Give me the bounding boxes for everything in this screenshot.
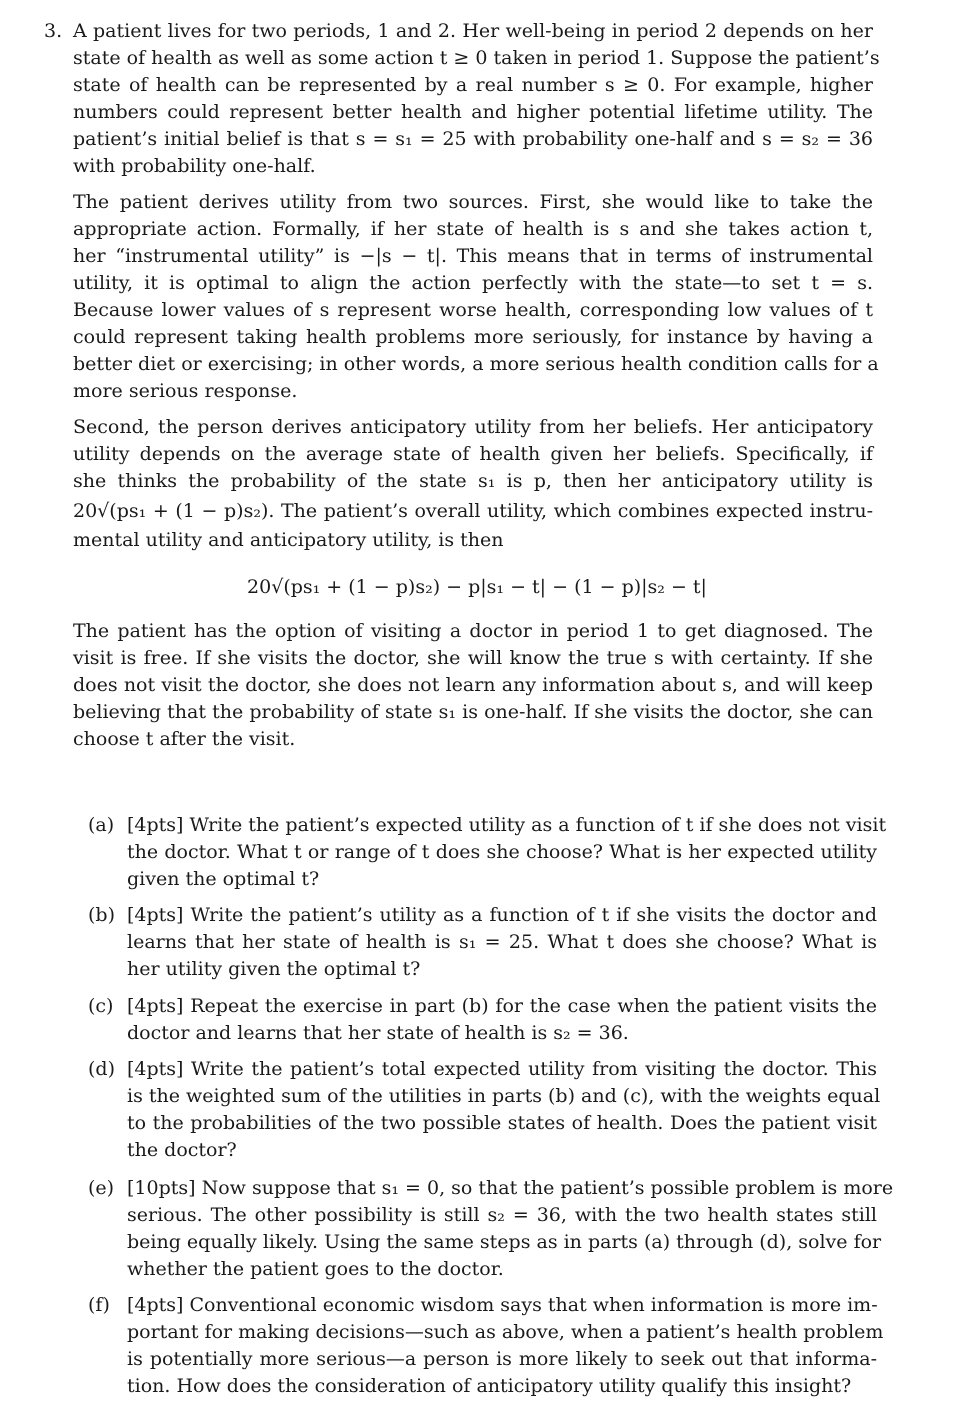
text-line: The patient derives utility from two sources. First, she would like to take the: [73, 191, 873, 213]
text-line: is the weighted sum of the utilities in parts (b) and (c), with the weights equal: [127, 1085, 881, 1107]
text-line: A patient lives for two periods, 1 and 2. Her well-being in period 2 depends on her: [73, 20, 873, 42]
text-line: learns that her state of health is s₁ = 25. What t does she choose? What is: [127, 931, 877, 953]
text-line: portant for making decisions—such as above, when a patient’s health problem: [127, 1321, 884, 1343]
part-body: [127, 1056, 881, 1164]
text-line: Because lower values of s represent worse health, corresponding low values of t: [73, 299, 873, 321]
text-line: is potentially more serious—a person is more likely to seek out that informa-: [127, 1348, 877, 1370]
text-line: better diet or exercising; in other words, a more serious health condition calls for a: [73, 353, 879, 375]
instrumental-utility-paragraph: [73, 189, 879, 405]
text-line: more serious response.: [73, 380, 298, 402]
text-line: numbers could represent better health and higher potential lifetime utility. The: [73, 101, 873, 123]
text-line: the doctor. What t or range of t does she choose? What is her expected utility: [127, 841, 877, 863]
text-line: could represent taking health problems more seriously, for instance by having a: [73, 326, 873, 348]
text-line: believing that the probability of state s₁ is one-half. If she visits the doctor, she can: [73, 701, 873, 723]
part-label: (c): [88, 995, 114, 1017]
overall-utility-equation: 20√(ps₁ + (1 − p)s₂) − p|s₁ − t| − (1 − p)|s₂ − t|: [247, 576, 707, 598]
text-line: tion. How does the consideration of anticipatory utility qualify this insight?: [127, 1375, 852, 1397]
text-line: does not visit the doctor, she does not learn any information about s, and will keep: [73, 674, 873, 696]
part-label: (e): [88, 1177, 115, 1199]
text-line: [4pts] Write the patient’s expected utility as a function of t if she does not visit: [127, 814, 887, 836]
text-line: with probability one-half.: [73, 155, 316, 177]
part-label: (f): [88, 1294, 110, 1316]
text-line: serious. The other possibility is still s₂ = 36, with the two health states still: [127, 1204, 877, 1226]
intro-paragraph: [73, 18, 880, 180]
part-body: [127, 1292, 884, 1400]
text-line: whether the patient goes to the doctor.: [127, 1258, 504, 1280]
text-line: utility depends on the average state of health given her beliefs. Specifically, if: [73, 443, 873, 465]
part-label: (b): [88, 904, 115, 926]
text-line: visit is free. If she visits the doctor, she will know the true s with certainty. If she: [73, 647, 873, 669]
part-body: [127, 1175, 894, 1283]
part-body: [127, 993, 877, 1047]
part-body: [127, 812, 887, 893]
text-line: she thinks the probability of the state s₁ is p, then her anticipatory utility is: [73, 470, 873, 492]
text-line: [4pts] Conventional economic wisdom says that when information is more im-: [127, 1294, 878, 1316]
text-line: 20√(ps₁ + (1 − p)s₂). The patient’s overall utility, which combines expected instru-: [73, 500, 873, 522]
part-label: (a): [88, 814, 115, 836]
text-line: state of health as well as some action t ≥ 0 taken in period 1. Suppose the patient’s: [73, 47, 880, 69]
anticipatory-utility-paragraph: [73, 414, 873, 554]
text-line: the doctor?: [127, 1139, 237, 1161]
text-line: state of health can be represented by a real number s ≥ 0. For example, higher: [73, 74, 873, 96]
text-line: her utility given the optimal t?: [127, 958, 421, 980]
part-label: (d): [88, 1058, 115, 1080]
text-line: choose t after the visit.: [73, 728, 296, 750]
problem-number: 3.: [44, 20, 63, 42]
text-line: Second, the person derives anticipatory utility from her beliefs. Her anticipatory: [73, 416, 873, 438]
part-body: [127, 902, 877, 983]
text-line: appropriate action. Formally, if her state of health is s and she takes action t,: [73, 218, 873, 240]
text-line: given the optimal t?: [127, 868, 320, 890]
text-line: to the probabilities of the two possible states of health. Does the patient visit: [127, 1112, 877, 1134]
text-line: The patient has the option of visiting a doctor in period 1 to get diagnosed. The: [73, 620, 873, 642]
text-line: doctor and learns that her state of health is s₂ = 36.: [127, 1022, 629, 1044]
text-line: patient’s initial belief is that s = s₁ = 25 with probability one-half and s = s₂ = 36: [73, 128, 873, 150]
text-line: [4pts] Write the patient’s total expected utility from visiting the doctor. This: [127, 1058, 877, 1080]
text-line: mental utility and anticipatory utility, is then: [73, 529, 504, 551]
text-line: being equally likely. Using the same steps as in parts (a) through (d), solve for: [127, 1231, 882, 1253]
text-line: her “instrumental utility” is −|s − t|. This means that in terms of instrumental: [73, 245, 873, 267]
text-line: [10pts] Now suppose that s₁ = 0, so that the patient’s possible problem is more: [127, 1177, 894, 1199]
text-line: [4pts] Write the patient’s utility as a function of t if she visits the doctor and: [127, 904, 877, 926]
text-line: utility, it is optimal to align the action perfectly with the state—to set t = s.: [73, 272, 873, 294]
doctor-visit-paragraph: [73, 618, 873, 753]
text-line: [4pts] Repeat the exercise in part (b) for the case when the patient visits the: [127, 995, 877, 1017]
